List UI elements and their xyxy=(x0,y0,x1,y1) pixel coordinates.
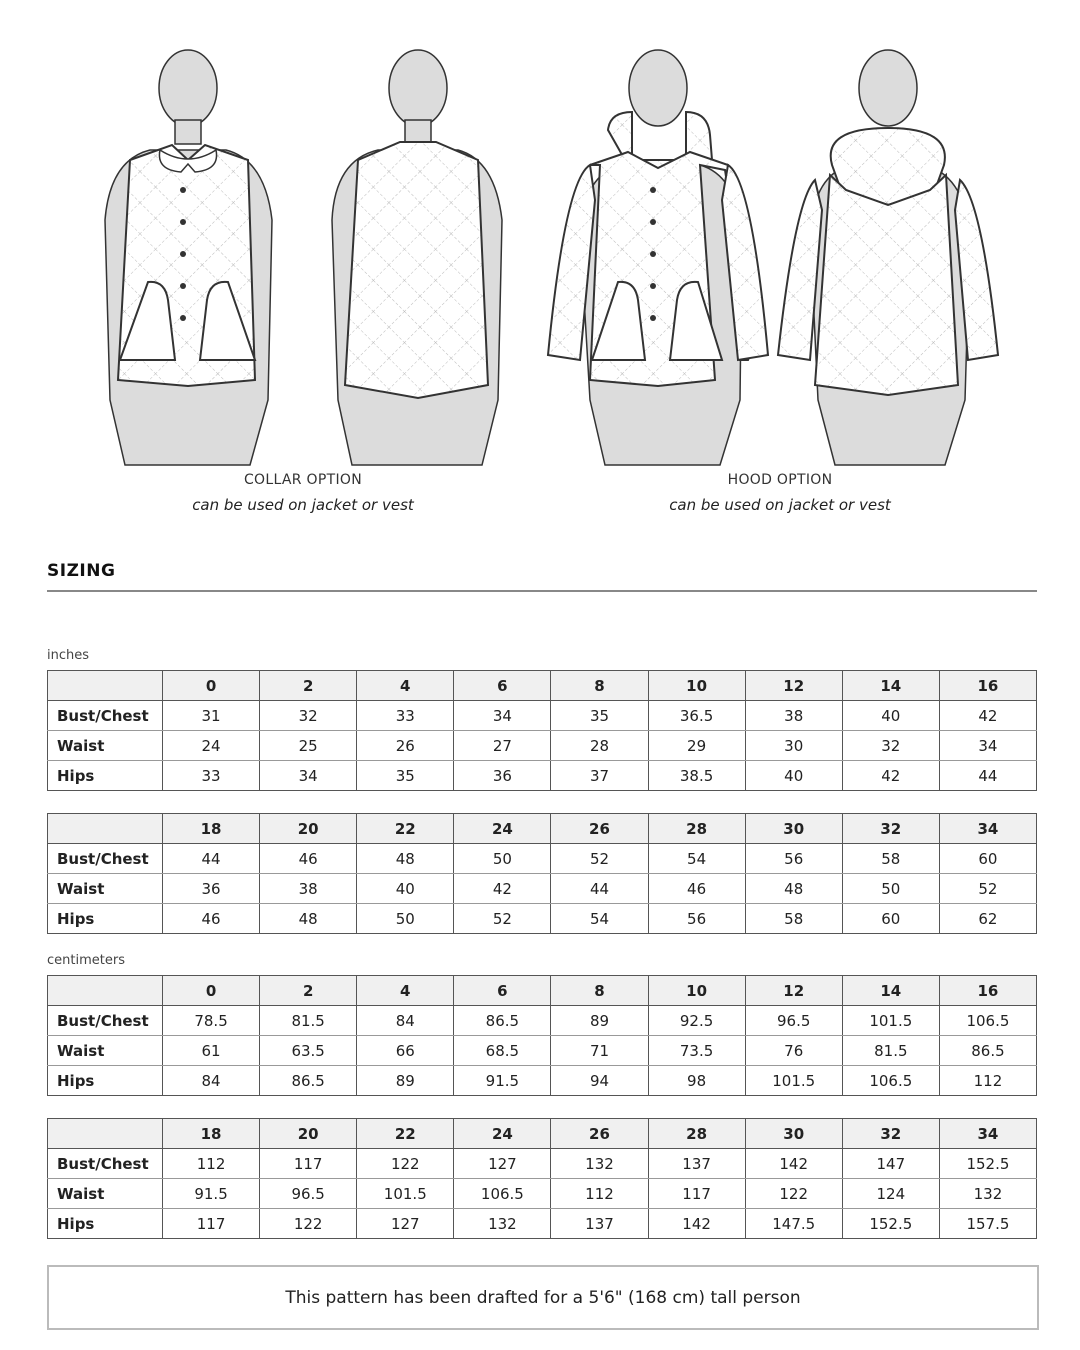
collar-option-title: COLLAR OPTION xyxy=(243,472,362,488)
measurement-cell: 44 xyxy=(163,844,260,874)
measurement-cell: 137 xyxy=(551,1209,648,1239)
measurement-cell: 91.5 xyxy=(454,1066,551,1096)
measurement-cell: 122 xyxy=(260,1209,357,1239)
measurement-cell: 101.5 xyxy=(357,1179,454,1209)
size-table-cm-1 xyxy=(47,975,1037,1096)
measurement-cell: 147 xyxy=(842,1149,939,1179)
figure-collar-vest-back xyxy=(332,50,502,465)
measurement-cell: 56 xyxy=(745,844,842,874)
inches-label: inches xyxy=(47,648,90,663)
size-header-cell: 30 xyxy=(745,1119,842,1149)
measurement-cell: 48 xyxy=(260,904,357,934)
size-header-cell: 20 xyxy=(260,814,357,844)
section-title: SIZING xyxy=(47,561,116,581)
measurement-cell: 24 xyxy=(163,731,260,761)
size-header-cell: 10 xyxy=(648,976,745,1006)
size-header-cell: 28 xyxy=(648,814,745,844)
garment-illustrations xyxy=(0,0,1080,520)
measurement-cell: 42 xyxy=(939,701,1036,731)
measurement-label: Bust/Chest xyxy=(48,1149,163,1179)
measurement-cell: 132 xyxy=(454,1209,551,1239)
measurement-cell: 29 xyxy=(648,731,745,761)
table-row xyxy=(48,1066,1037,1096)
measurement-cell: 56 xyxy=(648,904,745,934)
measurement-cell: 84 xyxy=(163,1066,260,1096)
measurement-cell: 89 xyxy=(551,1006,648,1036)
size-header-cell: 8 xyxy=(551,976,648,1006)
figure-hood-jacket-front xyxy=(548,50,768,465)
measurement-cell: 31 xyxy=(163,701,260,731)
measurement-label: Bust/Chest xyxy=(48,844,163,874)
measurement-cell: 78.5 xyxy=(163,1006,260,1036)
centimeters-label: centimeters xyxy=(47,953,125,968)
measurement-cell: 42 xyxy=(842,761,939,791)
measurement-cell: 106.5 xyxy=(454,1179,551,1209)
measurement-cell: 152.5 xyxy=(842,1209,939,1239)
measurement-cell: 137 xyxy=(648,1149,745,1179)
corner-cell xyxy=(48,671,163,701)
size-header-cell: 20 xyxy=(260,1119,357,1149)
measurement-cell: 28 xyxy=(551,731,648,761)
size-header-row xyxy=(48,814,1037,844)
size-header-cell: 34 xyxy=(939,1119,1036,1149)
measurement-cell: 36 xyxy=(454,761,551,791)
measurement-cell: 25 xyxy=(260,731,357,761)
measurement-cell: 35 xyxy=(357,761,454,791)
size-header-cell: 14 xyxy=(842,976,939,1006)
measurement-cell: 50 xyxy=(357,904,454,934)
size-header-cell: 2 xyxy=(260,671,357,701)
measurement-cell: 152.5 xyxy=(939,1149,1036,1179)
measurement-cell: 40 xyxy=(842,701,939,731)
measurement-cell: 54 xyxy=(648,844,745,874)
measurement-cell: 38.5 xyxy=(648,761,745,791)
divider xyxy=(47,590,1037,592)
collar-option-subtitle: can be used on jacket or vest xyxy=(192,496,414,514)
corner-cell xyxy=(48,814,163,844)
measurement-cell: 132 xyxy=(939,1179,1036,1209)
measurement-cell: 36.5 xyxy=(648,701,745,731)
measurement-cell: 40 xyxy=(745,761,842,791)
height-note: This pattern has been drafted for a 5'6" (168 cm) tall person xyxy=(47,1265,1039,1330)
size-header-cell: 32 xyxy=(842,1119,939,1149)
corner-cell xyxy=(48,976,163,1006)
hood-option-subtitle: can be used on jacket or vest xyxy=(669,496,891,514)
figure-hood-jacket-back xyxy=(778,50,998,465)
measurement-cell: 86.5 xyxy=(260,1066,357,1096)
hood-caption xyxy=(600,472,960,514)
measurement-cell: 142 xyxy=(648,1209,745,1239)
size-header-cell: 18 xyxy=(163,814,260,844)
measurement-cell: 89 xyxy=(357,1066,454,1096)
size-header-cell: 2 xyxy=(260,976,357,1006)
measurement-cell: 71 xyxy=(551,1036,648,1066)
measurement-cell: 52 xyxy=(551,844,648,874)
size-header-cell: 28 xyxy=(648,1119,745,1149)
hood-option-title: HOOD OPTION xyxy=(727,472,833,488)
measurement-cell: 34 xyxy=(454,701,551,731)
measurement-cell: 127 xyxy=(357,1209,454,1239)
size-table-cm-2 xyxy=(47,1118,1037,1239)
measurement-cell: 122 xyxy=(745,1179,842,1209)
measurement-cell: 32 xyxy=(260,701,357,731)
measurement-cell: 86.5 xyxy=(939,1036,1036,1066)
size-table-inches-2 xyxy=(47,813,1037,934)
size-header-cell: 26 xyxy=(551,1119,648,1149)
measurement-cell: 147.5 xyxy=(745,1209,842,1239)
measurement-cell: 92.5 xyxy=(648,1006,745,1036)
table-row xyxy=(48,761,1037,791)
measurement-cell: 60 xyxy=(939,844,1036,874)
measurement-label: Waist xyxy=(48,731,163,761)
table-row xyxy=(48,904,1037,934)
table-row xyxy=(48,874,1037,904)
measurement-label: Hips xyxy=(48,1066,163,1096)
measurement-cell: 66 xyxy=(357,1036,454,1066)
measurement-cell: 81.5 xyxy=(260,1006,357,1036)
measurement-cell: 38 xyxy=(745,701,842,731)
measurement-cell: 33 xyxy=(357,701,454,731)
size-header-cell: 22 xyxy=(357,814,454,844)
measurement-cell: 42 xyxy=(454,874,551,904)
measurement-cell: 32 xyxy=(842,731,939,761)
measurement-cell: 96.5 xyxy=(745,1006,842,1036)
measurement-cell: 36 xyxy=(163,874,260,904)
size-header-row xyxy=(48,1119,1037,1149)
measurement-cell: 157.5 xyxy=(939,1209,1036,1239)
size-header-cell: 26 xyxy=(551,814,648,844)
measurement-cell: 81.5 xyxy=(842,1036,939,1066)
measurement-cell: 52 xyxy=(454,904,551,934)
measurement-cell: 94 xyxy=(551,1066,648,1096)
measurement-cell: 61 xyxy=(163,1036,260,1066)
size-header-cell: 32 xyxy=(842,814,939,844)
measurement-cell: 40 xyxy=(357,874,454,904)
size-header-cell: 6 xyxy=(454,976,551,1006)
measurement-cell: 34 xyxy=(260,761,357,791)
table-row xyxy=(48,1209,1037,1239)
size-table-inches-1 xyxy=(47,670,1037,791)
measurement-cell: 98 xyxy=(648,1066,745,1096)
size-header-cell: 24 xyxy=(454,1119,551,1149)
measurement-cell: 122 xyxy=(357,1149,454,1179)
table-row xyxy=(48,701,1037,731)
measurement-cell: 112 xyxy=(551,1179,648,1209)
measurement-label: Waist xyxy=(48,1179,163,1209)
measurement-cell: 117 xyxy=(163,1209,260,1239)
measurement-cell: 112 xyxy=(939,1066,1036,1096)
measurement-cell: 27 xyxy=(454,731,551,761)
measurement-cell: 142 xyxy=(745,1149,842,1179)
measurement-cell: 62 xyxy=(939,904,1036,934)
measurement-label: Waist xyxy=(48,1036,163,1066)
measurement-cell: 124 xyxy=(842,1179,939,1209)
measurement-cell: 73.5 xyxy=(648,1036,745,1066)
table-row xyxy=(48,1149,1037,1179)
size-header-cell: 8 xyxy=(551,671,648,701)
measurement-cell: 46 xyxy=(260,844,357,874)
measurement-cell: 26 xyxy=(357,731,454,761)
measurement-cell: 38 xyxy=(260,874,357,904)
measurement-cell: 86.5 xyxy=(454,1006,551,1036)
table-row xyxy=(48,731,1037,761)
measurement-label: Hips xyxy=(48,904,163,934)
measurement-cell: 58 xyxy=(745,904,842,934)
measurement-cell: 46 xyxy=(163,904,260,934)
measurement-cell: 60 xyxy=(842,904,939,934)
size-header-cell: 18 xyxy=(163,1119,260,1149)
measurement-cell: 63.5 xyxy=(260,1036,357,1066)
size-header-cell: 0 xyxy=(163,671,260,701)
measurement-cell: 106.5 xyxy=(842,1066,939,1096)
measurement-cell: 68.5 xyxy=(454,1036,551,1066)
measurement-label: Bust/Chest xyxy=(48,701,163,731)
size-header-cell: 10 xyxy=(648,671,745,701)
table-row xyxy=(48,1179,1037,1209)
size-header-cell: 16 xyxy=(939,976,1036,1006)
measurement-cell: 46 xyxy=(648,874,745,904)
size-header-cell: 24 xyxy=(454,814,551,844)
size-header-cell: 14 xyxy=(842,671,939,701)
measurement-cell: 112 xyxy=(163,1149,260,1179)
measurement-label: Hips xyxy=(48,761,163,791)
measurement-cell: 58 xyxy=(842,844,939,874)
collar-caption xyxy=(123,472,483,514)
measurement-cell: 54 xyxy=(551,904,648,934)
measurement-cell: 84 xyxy=(357,1006,454,1036)
size-header-cell: 12 xyxy=(745,671,842,701)
measurement-cell: 101.5 xyxy=(745,1066,842,1096)
measurement-cell: 33 xyxy=(163,761,260,791)
size-header-cell: 4 xyxy=(357,976,454,1006)
measurement-cell: 76 xyxy=(745,1036,842,1066)
measurement-label: Hips xyxy=(48,1209,163,1239)
size-header-cell: 12 xyxy=(745,976,842,1006)
measurement-cell: 96.5 xyxy=(260,1179,357,1209)
measurement-cell: 101.5 xyxy=(842,1006,939,1036)
measurement-cell: 117 xyxy=(648,1179,745,1209)
measurement-cell: 52 xyxy=(939,874,1036,904)
measurement-cell: 44 xyxy=(551,874,648,904)
size-header-cell: 22 xyxy=(357,1119,454,1149)
corner-cell xyxy=(48,1119,163,1149)
measurement-label: Bust/Chest xyxy=(48,1006,163,1036)
measurement-cell: 48 xyxy=(357,844,454,874)
size-header-row xyxy=(48,671,1037,701)
measurement-cell: 91.5 xyxy=(163,1179,260,1209)
measurement-cell: 48 xyxy=(745,874,842,904)
measurement-cell: 35 xyxy=(551,701,648,731)
figure-collar-vest-front xyxy=(105,50,272,465)
measurement-cell: 34 xyxy=(939,731,1036,761)
table-row xyxy=(48,1006,1037,1036)
size-header-row xyxy=(48,976,1037,1006)
measurement-cell: 44 xyxy=(939,761,1036,791)
measurement-cell: 106.5 xyxy=(939,1006,1036,1036)
size-header-cell: 4 xyxy=(357,671,454,701)
measurement-cell: 127 xyxy=(454,1149,551,1179)
measurement-cell: 50 xyxy=(454,844,551,874)
size-header-cell: 16 xyxy=(939,671,1036,701)
measurement-cell: 37 xyxy=(551,761,648,791)
size-header-cell: 0 xyxy=(163,976,260,1006)
measurement-label: Waist xyxy=(48,874,163,904)
measurement-cell: 50 xyxy=(842,874,939,904)
size-header-cell: 30 xyxy=(745,814,842,844)
size-header-cell: 6 xyxy=(454,671,551,701)
size-header-cell: 34 xyxy=(939,814,1036,844)
table-row xyxy=(48,1036,1037,1066)
measurement-cell: 30 xyxy=(745,731,842,761)
measurement-cell: 132 xyxy=(551,1149,648,1179)
table-row xyxy=(48,844,1037,874)
measurement-cell: 117 xyxy=(260,1149,357,1179)
